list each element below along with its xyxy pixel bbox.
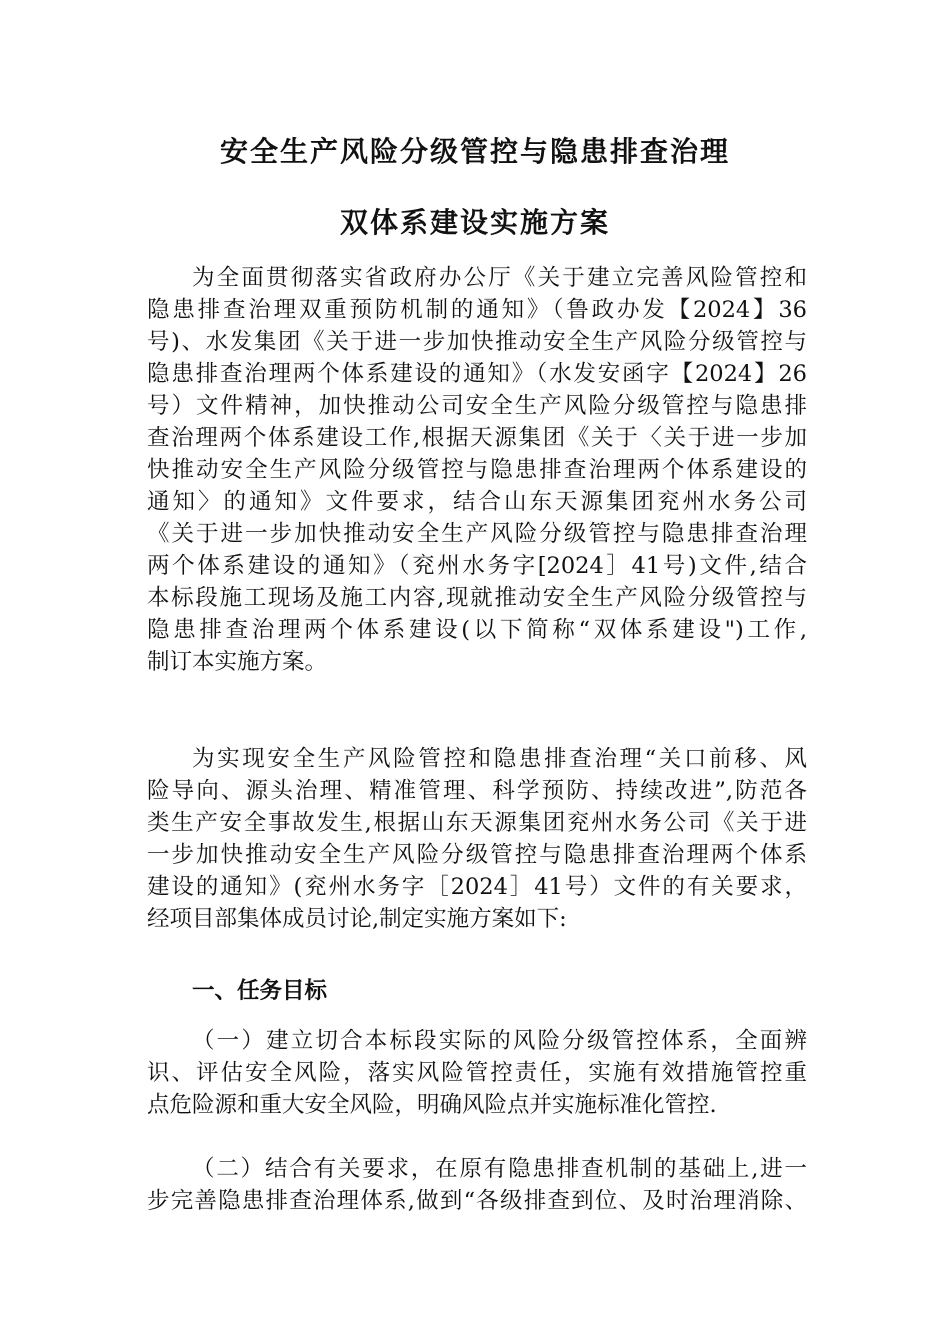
goal-item-1 <box>147 1025 807 1121</box>
paragraph-line: 隐患排查治理两个体系建设的通知》（水发安函字【2024】26 <box>147 361 807 387</box>
paragraph-line: 建设的通知》(兖州水务字［2024］41号）文件的有关要求， <box>147 874 807 900</box>
paragraph-line: 隐患排查治理两个体系建设(以下简称“双体系建设")工作, <box>147 617 807 643</box>
intro-paragraph <box>147 262 807 678</box>
paragraph-line: 《关于进一步加快推动安全生产风险分级管控与隐患排查治理 <box>147 521 807 547</box>
paragraph-line: 点危险源和重大安全风险，明确风险点并实施标准化管控. <box>147 1092 717 1118</box>
document-title-line-2: 双体系建设实施方案 <box>339 206 610 239</box>
paragraph-line: 一步加快推动安全生产风险分级管控与隐患排查治理两个体系 <box>147 842 807 868</box>
paragraph-line: 隐患排查治理双重预防机制的通知》（鲁政办发【2024】36 <box>147 297 807 323</box>
paragraph-line: 两个体系建设的通知》（兖州水务字[2024］41号)文件,结合 <box>147 553 807 579</box>
paragraph-line: （二）结合有关要求，在原有隐患排查机制的基础上,进一 <box>192 1156 807 1182</box>
section-heading: 一、任务目标 <box>192 978 328 1004</box>
paragraph-line: （一）建立切合本标段实际的风险分级管控体系，全面辨 <box>192 1028 807 1054</box>
document-title-line-1: 安全生产风险分级管控与隐患排查治理 <box>219 135 730 168</box>
paragraph-line: 快推动安全生产风险分级管控与隐患排查治理两个体系建设的 <box>147 457 807 483</box>
paragraph-line: 为实现安全生产风险管控和隐患排查治理“关口前移、风 <box>192 746 807 772</box>
paragraph-line: 通知〉的通知》文件要求，结合山东天源集团兖州水务公司 <box>147 489 807 515</box>
paragraph-line: 制订本实施方案。 <box>147 649 328 675</box>
paragraph-line: 经项目部集体成员讨论,制定实施方案如下: <box>147 906 567 932</box>
paragraph-line: 险导向、源头治理、精准管理、科学预防、持续改进”,防范各 <box>147 778 807 804</box>
paragraph-line: 本标段施工现场及施工内容,现就推动安全生产风险分级管控与 <box>147 585 807 611</box>
paragraph-line: 类生产安全事故发生,根据山东天源集团兖州水务公司《关于进 <box>147 810 807 836</box>
paragraph-line: 查治理两个体系建设工作,根据天源集团《关于〈关于进一步加 <box>147 425 807 451</box>
goal-item-2 <box>147 1153 807 1217</box>
paragraph-line: 识、评估安全风险，落实风险管控责任，实施有效措施管控重 <box>147 1060 807 1086</box>
paragraph-line: 号)、水发集团《关于进一步加快推动安全生产风险分级管控与 <box>147 329 807 355</box>
paragraph-line: 号）文件精神，加快推动公司安全生产风险分级管控与隐患排 <box>147 393 807 419</box>
paragraph-line: 步完善隐患排查治理体系,做到“各级排查到位、及时治理消除、 <box>147 1188 807 1214</box>
purpose-paragraph <box>147 743 807 935</box>
paragraph-line: 为全面贯彻落实省政府办公厅《关于建立完善风险管控和 <box>192 265 807 291</box>
